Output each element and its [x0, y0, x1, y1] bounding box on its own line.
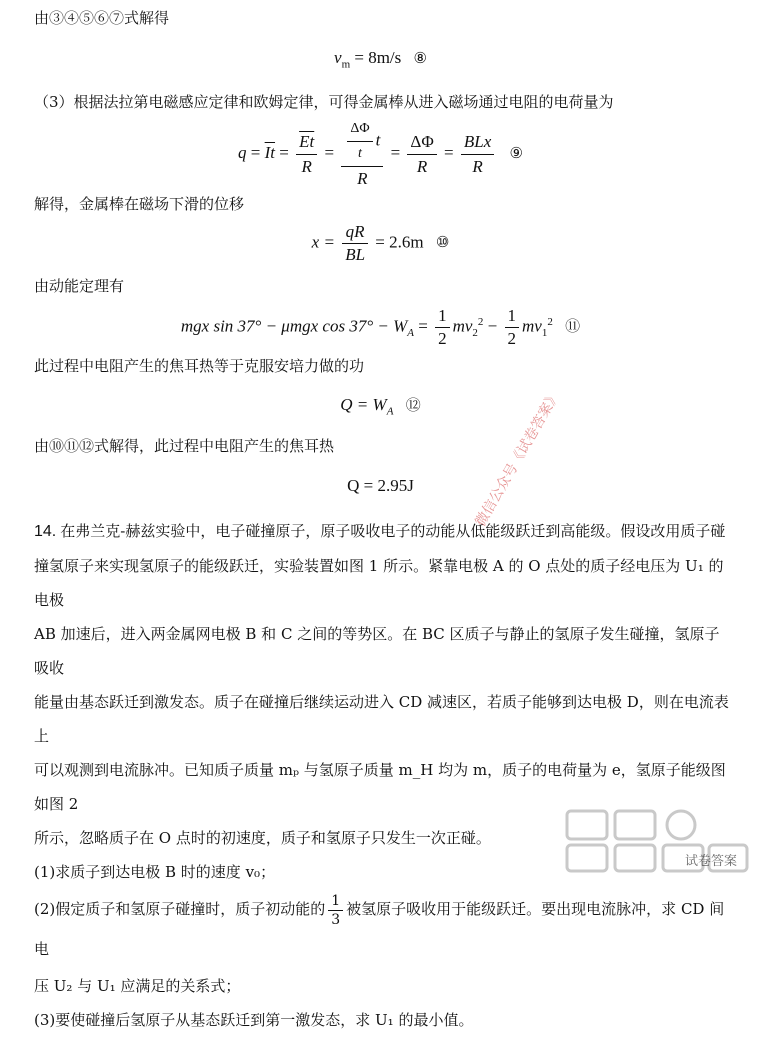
eq-energy-half2-den: 2 [507, 329, 517, 348]
text-line-dyn: 由动能定理有 [34, 277, 125, 295]
text-line-solve-disp: 解得，金属棒在磁场下滑的位移 [34, 195, 245, 213]
q14-sub-1: (1)求质子到达电极 B 时的速度 v₀； [34, 863, 276, 881]
q14-line-4: 能量由基态跃迁到激发态。质子在碰撞后继续运动进入 CD 减速区，若质子能够到达电极 D，则在电流表上 [34, 693, 729, 745]
eq-energy-sup1: 2 [547, 315, 553, 328]
eq-energy-half2 [505, 306, 520, 349]
eq-x-rhs: = 2.6m [375, 232, 424, 252]
q14-sub-2-a: (2)假定质子和氢原子碰撞时，质子初动能的 [34, 900, 326, 918]
eq-q-It: $\overline{It}$ [264, 142, 276, 162]
eq-q-frac2-inner-num: ΔΦ [347, 118, 372, 142]
eq-energy-sub1: 1 [541, 326, 548, 339]
eq-q-frac3-den: R [416, 156, 428, 176]
eq-q-eq2: = [279, 142, 289, 162]
eq-Q-text: Q = 2.95J [347, 476, 414, 495]
eq-energy-sup2: 2 [477, 315, 484, 328]
equation-x [0, 222, 761, 265]
watermark-logo-text: 试卷答案 [684, 854, 737, 869]
text-line-solve: 由③④⑤⑥⑦式解得 [34, 9, 170, 27]
eq-energy-half1 [435, 306, 450, 349]
eq-q-frac2-num [341, 118, 383, 167]
eq-q-eq5: = [444, 142, 454, 162]
eq-QW-lhs: Q = W [340, 395, 387, 414]
eq-energy-eq: = [418, 316, 428, 336]
watermark-vertical-text: 微信公众号《试卷答案》 [472, 388, 564, 530]
eq-energy-mv2: mv [452, 316, 473, 336]
eq-x-num: qR [342, 222, 368, 244]
q14-sub-2-frac-den: 3 [331, 911, 341, 928]
text-line-joule: 此过程中电阻产生的焦耳热等于克服安培力做的功 [34, 357, 365, 375]
q14-line-1-text: 在弗兰克-赫兹实验中，电子碰撞原子，原子吸收电子的动能从低能级跃迁到高能级。假设改用质子碰 [60, 522, 726, 540]
eq-q-frac4 [461, 131, 494, 178]
eq-QW-sub: A [386, 405, 394, 418]
equation-vm [0, 48, 761, 70]
text-line-part3: （3）根据法拉第电磁感应定律和欧姆定律，可得金属棒从进入磁场通过电阻的电荷量为 [34, 93, 614, 111]
eq-energy-half1-den: 2 [438, 329, 447, 348]
equation-Q [0, 476, 761, 496]
q14-sub-2-frac [328, 893, 343, 928]
eq-tag-9: ⑨ [509, 143, 523, 162]
eq-energy-sub-a: A [407, 326, 414, 339]
eq-vm-lhs: v [334, 48, 342, 67]
q14-sub-2-b: 被氢原子吸收用于能级跃迁。要出现电流脉冲，求 CD 间电 [34, 900, 725, 958]
eq-x-den: BL [345, 245, 366, 264]
eq-energy-minus: − [487, 316, 498, 336]
eq-q-frac1 [296, 131, 317, 178]
eq-q-frac1-den: R [301, 156, 312, 176]
eq-q-eq3: = [324, 142, 335, 162]
q14-sub-2 [34, 889, 734, 969]
eq-energy-half1-num: 1 [435, 306, 450, 328]
q14-line-2: 撞氢原子来实现氢原子的能级跃迁，实验装置如图 1 所示。紧靠电极 A 的 O 点处的质子经电压为 U₁ 的电极 [34, 557, 724, 609]
eq-q-frac2 [341, 118, 383, 190]
q14-sub-2-cont: 压 U₂ 与 U₁ 应满足的关系式； [34, 977, 241, 995]
eq-x-frac [342, 222, 368, 265]
eq-q-frac2-inner-den: t [358, 146, 362, 161]
eq-q-frac2-t: t [375, 130, 381, 150]
eq-tag-8: ⑧ [413, 49, 427, 67]
equation-q [0, 118, 761, 190]
q14-sub-3: (3)要使碰撞后氢原子从基态跃迁到第一激发态，求 U₁ 的最小值。 [34, 1011, 474, 1029]
q14-line-1 [34, 514, 734, 549]
eq-q-frac4-den: R [472, 156, 483, 176]
eq-energy-lhs: mgx sin 37° − μmgx cos 37° − W [180, 316, 408, 336]
eq-x-lhs: x = [311, 232, 335, 252]
eq-q-frac4-num: BLx [461, 131, 494, 155]
equation-energy [0, 306, 761, 349]
eq-q-var: q [238, 142, 247, 162]
eq-q-eq4: = [390, 142, 401, 162]
text-line-from: 由⑩⑪⑫式解得，此过程中电阻产生的焦耳热 [34, 437, 335, 455]
eq-q-eq1: = [250, 142, 261, 162]
eq-energy-sub2: 2 [472, 326, 478, 339]
eq-energy-mv1: mv [522, 316, 542, 336]
eq-q-frac3-num: ΔΦ [407, 131, 436, 155]
q14-line-3: AB 加速后，进入两金属网电极 B 和 C 之间的等势区。在 BC 区质子与静止的氢原子发生碰撞，氢原子吸收 [34, 625, 720, 677]
eq-vm-rhs: = 8m/s [354, 48, 402, 67]
eq-q-frac2-inner [347, 118, 372, 165]
eq-energy-half2-num: 1 [505, 306, 520, 328]
q14-line-5: 可以观测到电流脉冲。已知质子质量 mₚ 与氢原子质量 m_H 均为 m，质子的电荷量为 e，氢原子能级图如图 2 [34, 761, 726, 813]
eq-tag-11: ⑪ [565, 317, 581, 336]
eq-q-frac2-den: R [357, 169, 368, 188]
q14-sub-2-frac-num: 1 [328, 893, 343, 911]
eq-tag-10: ⑩ [435, 233, 450, 252]
eq-vm-sub: m [341, 58, 351, 71]
q14-number: 14. [34, 523, 57, 540]
question-14 [34, 514, 734, 1037]
eq-q-frac1-num: $\overline{Et}$ [296, 131, 317, 155]
eq-q-frac3 [407, 131, 436, 178]
equation-QW [0, 394, 761, 417]
eq-tag-12: ⑫ [405, 396, 421, 414]
q14-line-6: 所示，忽略质子在 O 点时的初速度，质子和氢原子只发生一次正碰。 [34, 829, 491, 847]
